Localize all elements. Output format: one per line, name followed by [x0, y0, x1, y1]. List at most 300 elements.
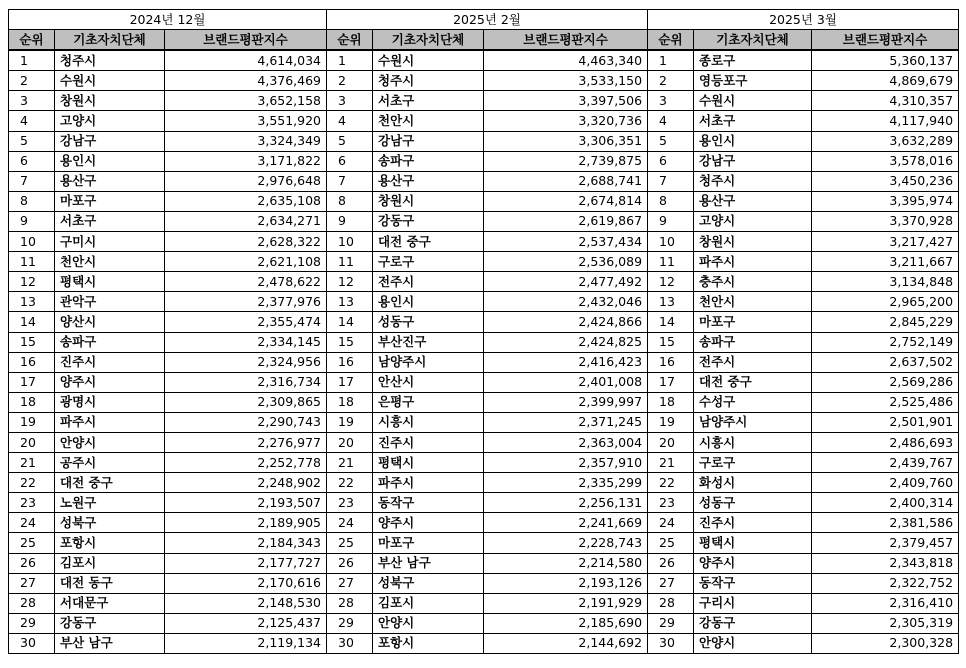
- table-row: [327, 252, 648, 272]
- index-value-cell: 2,628,322: [165, 232, 327, 252]
- table-row: [648, 533, 959, 553]
- index-value-cell: 2,189,905: [165, 513, 327, 533]
- table-row: [648, 392, 959, 412]
- index-value-cell: 2,536,089: [484, 252, 648, 272]
- index-value-cell: 2,119,134: [165, 633, 327, 653]
- table-row: [327, 553, 648, 573]
- rank-cell: 3: [9, 91, 55, 111]
- region-name-cell: 청주시: [373, 71, 484, 91]
- rank-cell: 20: [9, 432, 55, 452]
- rank-cell: 28: [9, 593, 55, 613]
- region-name-cell: 노원구: [55, 493, 165, 513]
- table-row: [327, 131, 648, 151]
- rank-cell: 5: [327, 131, 373, 151]
- table-row: [327, 352, 648, 372]
- table-row: [9, 352, 327, 372]
- table-row: [9, 412, 327, 432]
- index-value-cell: 2,228,743: [484, 533, 648, 553]
- table-row: [327, 292, 648, 312]
- index-value-cell: 2,363,004: [484, 432, 648, 452]
- index-value-cell: 2,322,752: [812, 573, 959, 593]
- ranking-table-dec-2024: [8, 9, 327, 654]
- table-row: [9, 312, 327, 332]
- table-row: [9, 372, 327, 392]
- rank-cell: 7: [648, 171, 694, 191]
- table-row: [648, 352, 959, 372]
- period-header: 2025년 3월: [648, 10, 959, 30]
- rank-cell: 4: [9, 111, 55, 131]
- index-value-cell: 4,376,469: [165, 71, 327, 91]
- rank-cell: 29: [9, 613, 55, 633]
- rank-cell: 22: [648, 473, 694, 493]
- rank-cell: 21: [9, 453, 55, 473]
- rank-cell: 30: [9, 633, 55, 653]
- region-name-cell: 포항시: [373, 633, 484, 653]
- rank-cell: 15: [648, 332, 694, 352]
- rank-cell: 6: [648, 151, 694, 171]
- index-value-cell: 2,252,778: [165, 453, 327, 473]
- region-name-cell: 서초구: [694, 111, 812, 131]
- table-row: [327, 573, 648, 593]
- index-value-cell: 4,117,940: [812, 111, 959, 131]
- region-name-cell: 구로구: [373, 252, 484, 272]
- region-name-cell: 동작구: [694, 573, 812, 593]
- table-row: [648, 171, 959, 191]
- index-value-cell: 3,395,974: [812, 191, 959, 211]
- region-name-cell: 평택시: [694, 533, 812, 553]
- index-column-header: 브랜드평판지수: [812, 30, 959, 51]
- table-row: [9, 573, 327, 593]
- table-row: [9, 191, 327, 211]
- table-row: [9, 151, 327, 171]
- table-row: [648, 131, 959, 151]
- table-row: [327, 453, 648, 473]
- rank-cell: 16: [327, 352, 373, 372]
- rank-column-header: 순위: [9, 30, 55, 51]
- region-name-cell: 전주시: [373, 272, 484, 292]
- rank-cell: 19: [648, 412, 694, 432]
- ranking-table-mar-2025: [647, 9, 959, 654]
- region-name-cell: 마포구: [55, 191, 165, 211]
- index-value-cell: 2,416,423: [484, 352, 648, 372]
- index-value-cell: 2,637,502: [812, 352, 959, 372]
- region-name-cell: 강동구: [694, 613, 812, 633]
- region-name-cell: 파주시: [55, 412, 165, 432]
- region-name-cell: 수원시: [373, 50, 484, 71]
- index-value-cell: 2,241,669: [484, 513, 648, 533]
- index-value-cell: 2,501,901: [812, 412, 959, 432]
- table-row: [648, 191, 959, 211]
- region-name-cell: 시흥시: [694, 432, 812, 452]
- region-name-cell: 남양주시: [373, 352, 484, 372]
- rank-cell: 3: [648, 91, 694, 111]
- index-value-cell: 2,193,126: [484, 573, 648, 593]
- index-value-cell: 2,276,977: [165, 432, 327, 452]
- region-name-cell: 서초구: [373, 91, 484, 111]
- rank-cell: 5: [648, 131, 694, 151]
- region-column-header: 기초자치단체: [55, 30, 165, 51]
- index-value-cell: 3,578,016: [812, 151, 959, 171]
- rank-cell: 14: [327, 312, 373, 332]
- table-row: [9, 292, 327, 312]
- region-name-cell: 진주시: [373, 432, 484, 452]
- table-row: [327, 332, 648, 352]
- region-name-cell: 강남구: [55, 131, 165, 151]
- table-row: [327, 91, 648, 111]
- index-value-cell: 2,845,229: [812, 312, 959, 332]
- region-name-cell: 마포구: [694, 312, 812, 332]
- rank-cell: 10: [327, 232, 373, 252]
- rank-cell: 30: [327, 633, 373, 653]
- index-value-cell: 2,177,727: [165, 553, 327, 573]
- table-row: [648, 453, 959, 473]
- table-row: [648, 50, 959, 71]
- rank-cell: 2: [327, 71, 373, 91]
- rank-cell: 16: [648, 352, 694, 372]
- index-value-cell: 3,397,506: [484, 91, 648, 111]
- table-row: [327, 613, 648, 633]
- index-value-cell: 2,185,690: [484, 613, 648, 633]
- rank-cell: 11: [327, 252, 373, 272]
- table-row: [9, 252, 327, 272]
- region-name-cell: 안산시: [373, 372, 484, 392]
- table-row: [648, 432, 959, 452]
- rank-cell: 17: [648, 372, 694, 392]
- table-row: [327, 312, 648, 332]
- region-name-cell: 청주시: [694, 171, 812, 191]
- region-name-cell: 고양시: [55, 111, 165, 131]
- region-name-cell: 대전 중구: [694, 372, 812, 392]
- table-row: [9, 593, 327, 613]
- table-row: [648, 633, 959, 653]
- rank-cell: 4: [327, 111, 373, 131]
- region-name-cell: 창원시: [55, 91, 165, 111]
- index-value-cell: 2,256,131: [484, 493, 648, 513]
- region-name-cell: 용인시: [55, 151, 165, 171]
- rank-cell: 23: [327, 493, 373, 513]
- table-row: [648, 473, 959, 493]
- index-value-cell: 4,869,679: [812, 71, 959, 91]
- region-name-cell: 김포시: [55, 553, 165, 573]
- index-value-cell: 5,360,137: [812, 50, 959, 71]
- rank-cell: 7: [9, 171, 55, 191]
- table-row: [327, 50, 648, 71]
- region-name-cell: 양산시: [55, 312, 165, 332]
- region-name-cell: 광명시: [55, 392, 165, 412]
- index-value-cell: 2,300,328: [812, 633, 959, 653]
- rank-cell: 8: [648, 191, 694, 211]
- region-name-cell: 대전 동구: [55, 573, 165, 593]
- index-value-cell: 2,214,580: [484, 553, 648, 573]
- index-value-cell: 2,144,692: [484, 633, 648, 653]
- table-row: [648, 312, 959, 332]
- index-value-cell: 2,148,530: [165, 593, 327, 613]
- table-row: [648, 272, 959, 292]
- region-name-cell: 남양주시: [694, 412, 812, 432]
- table-row: [648, 292, 959, 312]
- index-value-cell: 2,965,200: [812, 292, 959, 312]
- index-value-cell: 2,439,767: [812, 453, 959, 473]
- index-value-cell: 2,371,245: [484, 412, 648, 432]
- rank-cell: 9: [327, 211, 373, 231]
- index-value-cell: 2,381,586: [812, 513, 959, 533]
- table-row: [327, 171, 648, 191]
- table-row: [648, 211, 959, 231]
- index-value-cell: 2,688,741: [484, 171, 648, 191]
- index-value-cell: 2,399,997: [484, 392, 648, 412]
- rank-cell: 22: [327, 473, 373, 493]
- region-name-cell: 용산구: [694, 191, 812, 211]
- rank-cell: 8: [327, 191, 373, 211]
- region-name-cell: 평택시: [373, 453, 484, 473]
- ranking-table-feb-2025: [326, 9, 648, 654]
- table-row: [327, 533, 648, 553]
- index-value-cell: 2,537,434: [484, 232, 648, 252]
- index-value-cell: 4,614,034: [165, 50, 327, 71]
- region-name-cell: 부산 남구: [373, 553, 484, 573]
- table-row: [9, 392, 327, 412]
- region-name-cell: 대전 중구: [373, 232, 484, 252]
- region-name-cell: 천안시: [373, 111, 484, 131]
- region-name-cell: 동작구: [373, 493, 484, 513]
- table-row: [648, 613, 959, 633]
- rank-cell: 10: [648, 232, 694, 252]
- table-row: [9, 513, 327, 533]
- rank-cell: 25: [648, 533, 694, 553]
- table-row: [9, 453, 327, 473]
- index-value-cell: 2,432,046: [484, 292, 648, 312]
- region-name-cell: 양주시: [694, 553, 812, 573]
- region-name-cell: 성동구: [373, 312, 484, 332]
- table-row: [9, 473, 327, 493]
- rank-cell: 2: [648, 71, 694, 91]
- rank-cell: 1: [327, 50, 373, 71]
- rank-cell: 27: [648, 573, 694, 593]
- rank-cell: 26: [648, 553, 694, 573]
- table-row: [648, 412, 959, 432]
- rank-cell: 22: [9, 473, 55, 493]
- rank-cell: 18: [327, 392, 373, 412]
- rank-cell: 3: [327, 91, 373, 111]
- rank-cell: 21: [648, 453, 694, 473]
- region-name-cell: 강동구: [373, 211, 484, 231]
- index-value-cell: 3,652,158: [165, 91, 327, 111]
- index-value-cell: 2,400,314: [812, 493, 959, 513]
- table-row: [648, 493, 959, 513]
- region-name-cell: 강남구: [373, 131, 484, 151]
- index-value-cell: 2,525,486: [812, 392, 959, 412]
- index-value-cell: 2,248,902: [165, 473, 327, 493]
- region-column-header: 기초자치단체: [694, 30, 812, 51]
- table-row: [648, 71, 959, 91]
- index-value-cell: 2,355,474: [165, 312, 327, 332]
- table-row: [9, 131, 327, 151]
- rank-column-header: 순위: [327, 30, 373, 51]
- region-name-cell: 양주시: [55, 372, 165, 392]
- index-value-cell: 2,379,457: [812, 533, 959, 553]
- region-name-cell: 마포구: [373, 533, 484, 553]
- table-row: [327, 272, 648, 292]
- region-name-cell: 영등포구: [694, 71, 812, 91]
- region-name-cell: 충주시: [694, 272, 812, 292]
- table-row: [327, 412, 648, 432]
- region-name-cell: 공주시: [55, 453, 165, 473]
- index-value-cell: 2,569,286: [812, 372, 959, 392]
- rank-cell: 29: [327, 613, 373, 633]
- rank-cell: 6: [9, 151, 55, 171]
- index-value-cell: 2,486,693: [812, 432, 959, 452]
- index-value-cell: 3,533,150: [484, 71, 648, 91]
- table-row: [9, 50, 327, 71]
- table-row: [648, 372, 959, 392]
- region-name-cell: 용산구: [55, 171, 165, 191]
- period-header: 2025년 2월: [327, 10, 648, 30]
- table-row: [648, 513, 959, 533]
- index-value-cell: 3,320,736: [484, 111, 648, 131]
- region-name-cell: 창원시: [694, 232, 812, 252]
- index-value-cell: 2,316,410: [812, 593, 959, 613]
- table-row: [327, 372, 648, 392]
- index-value-cell: 2,334,145: [165, 332, 327, 352]
- index-column-header: 브랜드평판지수: [484, 30, 648, 51]
- index-value-cell: 2,674,814: [484, 191, 648, 211]
- index-value-cell: 2,634,271: [165, 211, 327, 231]
- index-value-cell: 2,739,875: [484, 151, 648, 171]
- rank-cell: 6: [327, 151, 373, 171]
- region-name-cell: 수원시: [694, 91, 812, 111]
- rank-cell: 25: [327, 533, 373, 553]
- rank-cell: 18: [648, 392, 694, 412]
- region-name-cell: 포항시: [55, 533, 165, 553]
- rank-cell: 26: [327, 553, 373, 573]
- region-name-cell: 용인시: [373, 292, 484, 312]
- table-row: [9, 91, 327, 111]
- rank-cell: 1: [648, 50, 694, 71]
- index-value-cell: 2,621,108: [165, 252, 327, 272]
- region-name-cell: 송파구: [694, 332, 812, 352]
- region-name-cell: 강남구: [694, 151, 812, 171]
- rank-column-header: 순위: [648, 30, 694, 51]
- index-value-cell: 2,477,492: [484, 272, 648, 292]
- index-value-cell: 2,409,760: [812, 473, 959, 493]
- index-value-cell: 2,752,149: [812, 332, 959, 352]
- rank-cell: 15: [9, 332, 55, 352]
- region-name-cell: 수원시: [55, 71, 165, 91]
- rank-cell: 17: [327, 372, 373, 392]
- table-row: [648, 332, 959, 352]
- rank-cell: 14: [648, 312, 694, 332]
- rank-cell: 11: [648, 252, 694, 272]
- region-name-cell: 고양시: [694, 211, 812, 231]
- index-value-cell: 4,463,340: [484, 50, 648, 71]
- table-row: [327, 432, 648, 452]
- rank-cell: 9: [9, 211, 55, 231]
- rank-cell: 16: [9, 352, 55, 372]
- rank-cell: 10: [9, 232, 55, 252]
- region-name-cell: 서대문구: [55, 593, 165, 613]
- index-value-cell: 3,450,236: [812, 171, 959, 191]
- rank-cell: 13: [648, 292, 694, 312]
- table-row: [9, 111, 327, 131]
- table-row: [327, 71, 648, 91]
- rank-cell: 24: [327, 513, 373, 533]
- region-name-cell: 진주시: [55, 352, 165, 372]
- index-value-cell: 3,306,351: [484, 131, 648, 151]
- table-row: [9, 633, 327, 653]
- region-name-cell: 성동구: [694, 493, 812, 513]
- index-value-cell: 4,310,357: [812, 91, 959, 111]
- table-row: [648, 593, 959, 613]
- rank-cell: 26: [9, 553, 55, 573]
- table-row: [648, 91, 959, 111]
- index-value-cell: 2,478,622: [165, 272, 327, 292]
- region-name-cell: 종로구: [694, 50, 812, 71]
- index-value-cell: 2,424,866: [484, 312, 648, 332]
- rank-cell: 28: [648, 593, 694, 613]
- rank-cell: 5: [9, 131, 55, 151]
- rank-cell: 29: [648, 613, 694, 633]
- region-name-cell: 송파구: [55, 332, 165, 352]
- index-value-cell: 2,193,507: [165, 493, 327, 513]
- region-name-cell: 부산진구: [373, 332, 484, 352]
- table-row: [648, 151, 959, 171]
- region-name-cell: 청주시: [55, 50, 165, 71]
- index-value-cell: 2,125,437: [165, 613, 327, 633]
- table-row: [327, 392, 648, 412]
- index-value-cell: 2,184,343: [165, 533, 327, 553]
- index-value-cell: 2,377,976: [165, 292, 327, 312]
- rank-cell: 14: [9, 312, 55, 332]
- index-value-cell: 2,290,743: [165, 412, 327, 432]
- region-name-cell: 화성시: [694, 473, 812, 493]
- index-value-cell: 3,551,920: [165, 111, 327, 131]
- index-value-cell: 3,632,289: [812, 131, 959, 151]
- rank-cell: 24: [648, 513, 694, 533]
- table-row: [327, 211, 648, 231]
- rank-cell: 12: [9, 272, 55, 292]
- index-value-cell: 2,635,108: [165, 191, 327, 211]
- table-row: [648, 111, 959, 131]
- rank-cell: 7: [327, 171, 373, 191]
- rank-cell: 27: [9, 573, 55, 593]
- rank-cell: 11: [9, 252, 55, 272]
- table-row: [327, 493, 648, 513]
- table-row: [9, 553, 327, 573]
- rank-cell: 30: [648, 633, 694, 653]
- region-name-cell: 대전 중구: [55, 473, 165, 493]
- rank-cell: 23: [648, 493, 694, 513]
- region-name-cell: 진주시: [694, 513, 812, 533]
- rank-cell: 19: [327, 412, 373, 432]
- region-name-cell: 구미시: [55, 232, 165, 252]
- region-name-cell: 안양시: [373, 613, 484, 633]
- index-value-cell: 2,401,008: [484, 372, 648, 392]
- region-name-cell: 파주시: [373, 473, 484, 493]
- index-value-cell: 2,170,616: [165, 573, 327, 593]
- index-value-cell: 3,134,848: [812, 272, 959, 292]
- index-value-cell: 3,217,427: [812, 232, 959, 252]
- table-row: [327, 232, 648, 252]
- rank-cell: 12: [648, 272, 694, 292]
- rank-cell: 17: [9, 372, 55, 392]
- rank-cell: 27: [327, 573, 373, 593]
- table-row: [327, 513, 648, 533]
- rank-cell: 20: [648, 432, 694, 452]
- index-value-cell: 2,619,867: [484, 211, 648, 231]
- index-value-cell: 2,324,956: [165, 352, 327, 372]
- region-name-cell: 안양시: [694, 633, 812, 653]
- region-name-cell: 구리시: [694, 593, 812, 613]
